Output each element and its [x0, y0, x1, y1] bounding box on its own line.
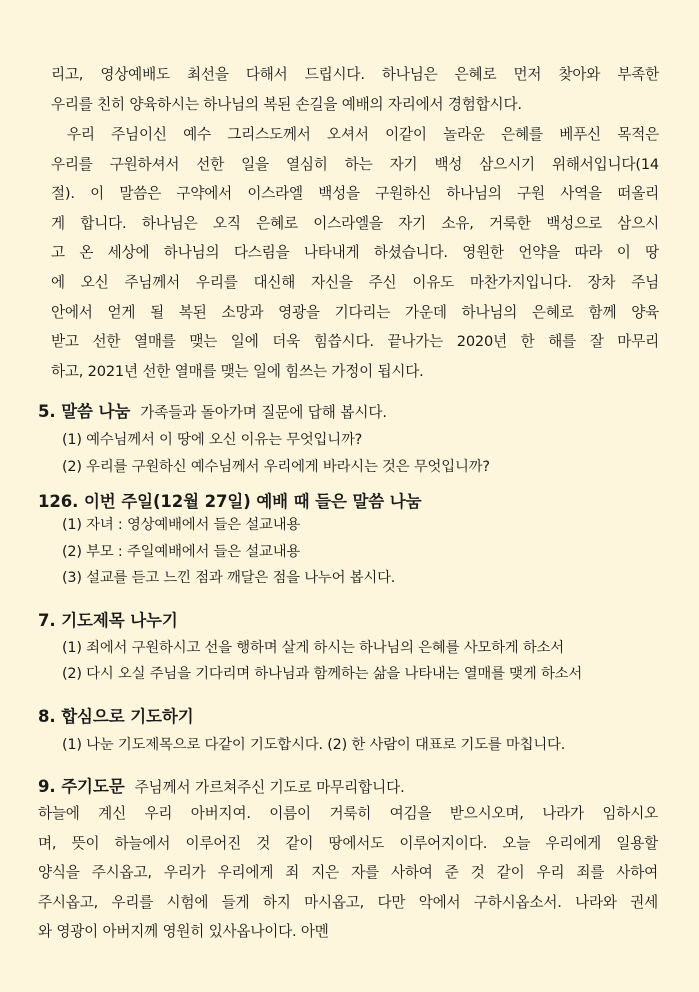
section-subtitle: 가족들과 돌아가며 질문에 답해 봅시다.	[140, 404, 387, 421]
section-5-heading	[38, 398, 387, 422]
section-title: 5. 말씀 나눔	[38, 402, 131, 421]
section-9-heading	[38, 773, 405, 797]
section-6-heading: 126. 이번 주일(12월 27일) 예배 때 들은 말씀 나눔	[38, 492, 422, 511]
text-line: 며, 뜻이 하늘에서 이루어진 것 같이 땅에서도 이루어지이다. 오늘 우리에게 일용할	[38, 834, 658, 852]
section-7-heading: 7. 기도제목 나누기	[38, 611, 178, 630]
list-item: (2) 다시 오실 주님을 기다리며 하나님과 함께하는 삶을 나타내는 열매를 맺게 하소서	[62, 666, 583, 682]
section-title: 9. 주기도문	[38, 777, 125, 796]
text-line: 와 영광이 아버지께 영원히 있사옵나이다. 아멘	[38, 923, 329, 941]
text-line: 주시옵고, 우리를 시험에 들게 하지 마시옵고, 다만 악에서 구하시옵소서. 나라와 권세	[38, 893, 658, 911]
text-line: 게 합니다. 하나님은 오직 은혜로 이스라엘을 자기 소유, 거룩한 백성으로 삼으시	[51, 214, 659, 232]
list-item: (2) 우리를 구원하신 예수님께서 우리에게 바라시는 것은 무엇입니까?	[62, 459, 490, 475]
lords-prayer	[38, 799, 658, 947]
list-item: (2) 부모 : 주일예배에서 들은 설교내용	[62, 544, 301, 560]
list-item: (1) 예수님께서 이 땅에 오신 이유는 무엇입니까?	[62, 432, 363, 448]
text-line: 우리 주님이신 예수 그리스도께서 오셔서 이같이 놀라운 은혜를 베푸신 목적은	[67, 126, 659, 143]
text-line: 하고, 2021년 선한 열매를 맺는 일에 힘쓰는 가정이 됩시다.	[51, 362, 424, 380]
intro-paragraph-2	[51, 120, 659, 386]
text-line: 고 온 세상에 하나님의 다스림을 나타내게 하셨습니다. 영원한 언약을 따라 이 땅	[51, 244, 659, 262]
text-line: 안에서 얻게 될 복된 소망과 영광을 기다리는 가운데 하나님의 은혜로 함께 양육	[51, 303, 659, 321]
text-line: 양식을 주시옵고, 우리가 우리에게 죄 지은 자를 사하여 준 것 같이 우리 죄를 사하여	[38, 864, 658, 882]
text-line: 리고, 영상예배도 최선을 다해서 드립시다. 하나님은 은혜로 먼저 찾아와 부족한	[51, 66, 659, 83]
text-line: 절). 이 말씀은 구약에서 이스라엘 백성을 구원하신 하나님의 구원 사역을 떠올리	[51, 185, 659, 203]
text-line: 하늘에 계신 우리 아버지여. 이름이 거룩히 여김을 받으시오며, 나라가 임하시오	[38, 805, 658, 822]
text-line: 받고 선한 열매를 맺는 일에 더욱 힘씁시다. 끝나가는 2020년 한 해를 잘 마무리	[51, 333, 659, 351]
list-item: (3) 설교를 듣고 느낀 점과 깨달은 점을 나누어 봅시다.	[62, 570, 396, 586]
section-8-heading: 8. 합심으로 기도하기	[38, 707, 194, 726]
text-line: 우리를 친히 양육하시는 하나님의 복된 손길을 예배의 자리에서 경험합시다.	[51, 95, 522, 113]
intro-paragraph-1	[51, 60, 659, 119]
list-item: (1) 자녀 : 영상예배에서 들은 설교내용	[62, 517, 301, 533]
list-item: (1) 나눈 기도제목으로 다같이 기도합시다. (2) 한 사람이 대표로 기도를 마칩니다.	[62, 737, 566, 753]
section-subtitle: 주님께서 가르쳐주신 기도로 마무리합니다.	[134, 779, 405, 796]
text-line: 우리를 구원하셔서 선한 일을 열심히 하는 자기 백성 삼으시기 위해서입니다(14	[51, 155, 659, 173]
text-line: 에 오신 주님께서 우리를 대신해 자신을 주신 이유도 마찬가지입니다. 장차 주님	[51, 273, 659, 291]
list-item: (1) 죄에서 구원하시고 선을 행하며 살게 하시는 하나님의 은혜를 사모하게 하소서	[62, 640, 564, 656]
